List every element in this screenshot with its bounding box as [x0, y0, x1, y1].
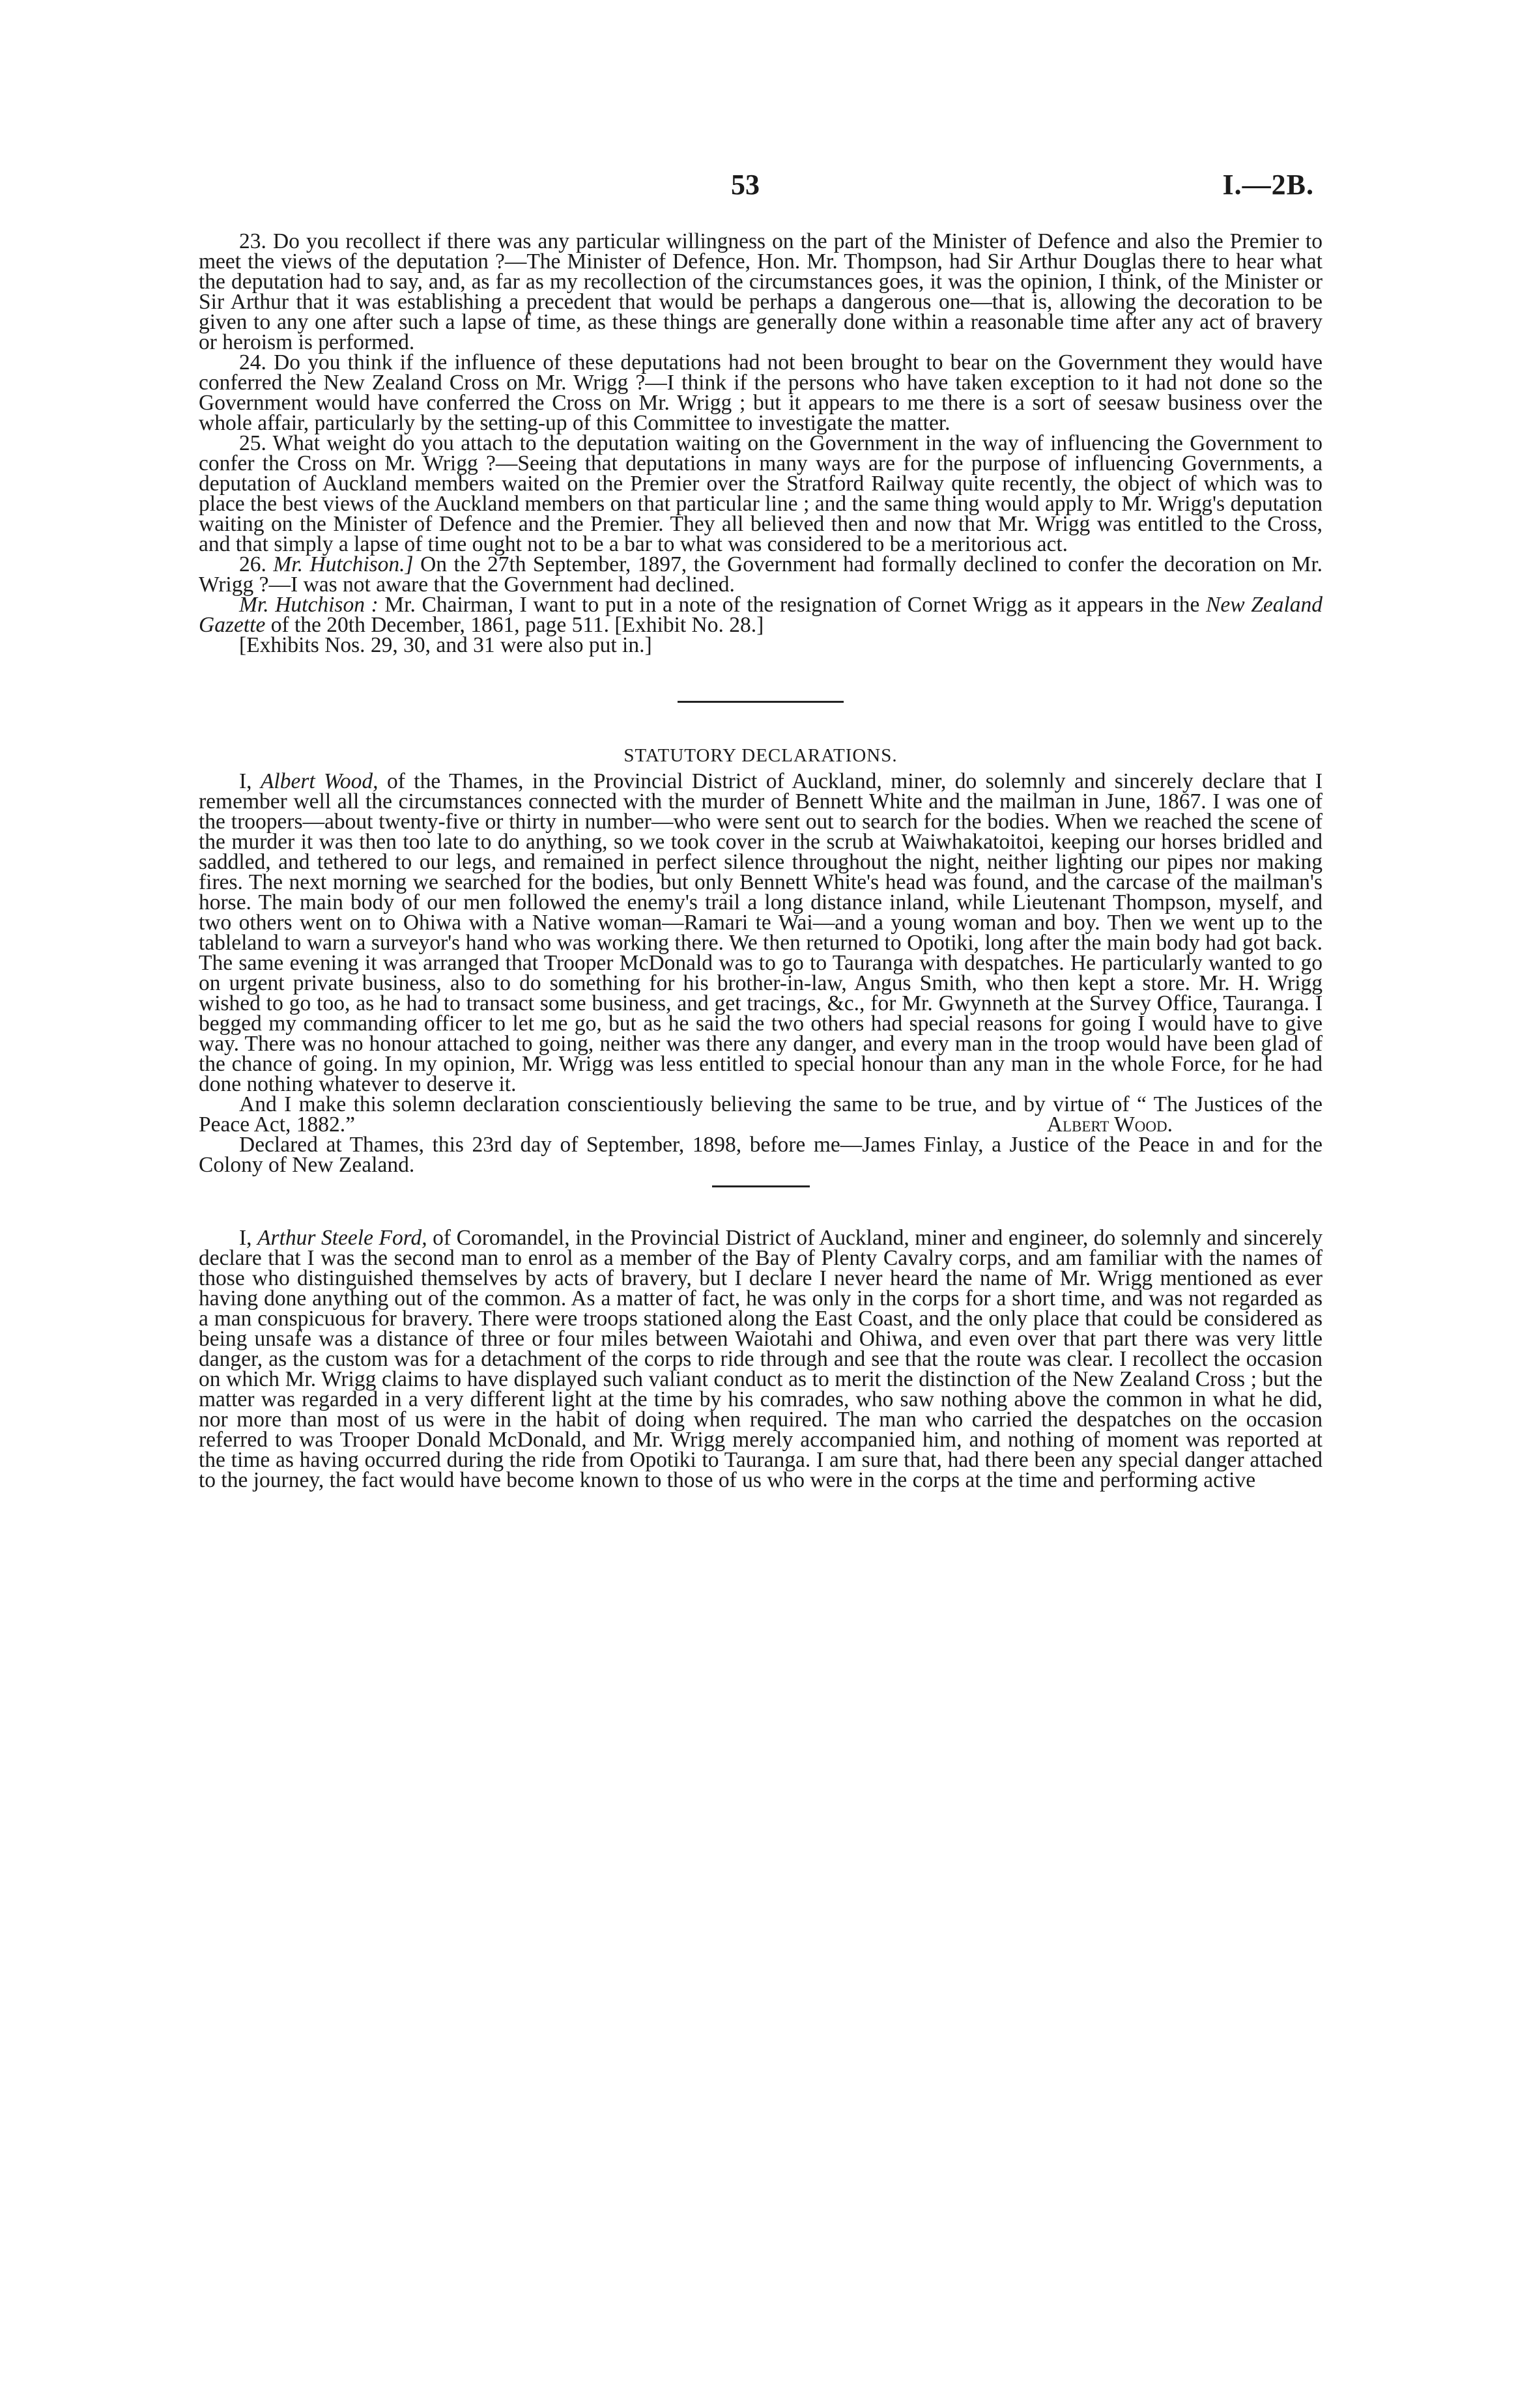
- question-text: On the 27th September, 1897, the Government had formally declined to confer the decoration on Mr. Wrigg ?—I was not aware that the Government had declined.: [199, 552, 1323, 597]
- gazette-title: New Zealand Gazette: [199, 593, 1323, 637]
- chairman-note: [199, 595, 1323, 635]
- exhibits-note: [Exhibits Nos. 29, 30, and 31 were also put in.]: [239, 633, 652, 657]
- question-number: 26.: [239, 552, 266, 576]
- declarant-name: Arthur Steele Ford,: [257, 1226, 427, 1250]
- speaker-name: Mr. Hutchison.]: [273, 552, 414, 576]
- declaration-albert-wood: [199, 771, 1323, 1094]
- declaration-text: of the Thames, in the Provincial District of Auckland, miner, do solemnly and sincerely declare that I remember well all the circumstances connected with the murder of Bennett White and the mailman in June, 1867. I was one of the troopers—about twenty-five or thirty in number—who were sent out to search for the bodies. When we reached the scene of the murder it was then too late to do anything, so we took cover in the scrub at Waiwhakatoitoi, keeping our horses bridled and saddled, and tethered to our legs, and remained in perfect silence throughout the night, neither lighting our pipes nor making fires. The next morning we searched for the bodies, but only Bennett White's head was found, and the carcase of the mailman's horse. The main body of our men followed the enemy's trail a long distance inland, while Lieutenant Thompson, myself, and two others went on to Ohiwa with a Native woman—Ramari te Wai—and a young woman and boy. Then we went up to the tableland to warn a surveyor's hand who was working there. We then returned to Opotiki, long after the main body had got back. The same evening it was arranged that Trooper McDonald was to go to Tauranga with despatches. He particularly wanted to go on urgent private business, also to do something for his brother-in-law, Angus Smith, who then kept a store. Mr. H. Wrigg wished to go too, as he had to transact some business, and get tracings, &c., for Mr. Gwynneth at the Survey Office, Tauranga. I begged my commanding officer to let me go, but as he said the two others had special reasons for going I would have to give way. There was no honour attached to going, neither was there any danger, and every man in the troop would have been glad of the chance of going. In my opinion, Mr. Wrigg was less entitled to special honour than any man in the whole Force, for he had done nothing whatever to deserve it.: [199, 769, 1323, 1096]
- question-26: [199, 554, 1323, 595]
- body-text: [199, 231, 1323, 1490]
- solemn-declaration: [199, 1094, 1323, 1135]
- declarant-name: Albert Wood,: [260, 769, 379, 793]
- section-divider: [678, 701, 844, 703]
- section-heading: STATUTORY DECLARATIONS.: [623, 745, 898, 766]
- question-23: 23. Do you recollect if there was any particular willingness on the part of the Minister of Defence and also the Premier to meet the views of the deputation ?—The Minister of Defence, Hon. Mr. Thompson, had Sir Arthur Douglas there to hear what the deputation had to say, and, as far as my recollection of the circumstances goes, it was the opinion, I think, of the Minister or Sir Arthur that it was establishing a precedent that would be perhaps a dangerous one—that is, allowing the decoration to be given to any one after such a lapse of time, as these things are generally done within a reasonable time after any act of bravery or heroism is performed.: [199, 229, 1323, 354]
- declaration-text: of Coromandel, in the Provincial District of Auckland, miner and engineer, do solemnly and sincerely declare that I was the second man to enrol as a member of the Bay of Plenty Cavalry corps, and am familiar with the names of those who distinguished themselves by acts of bravery, but I declare I never heard the name of Mr. Wrigg mentioned as ever having done anything out of the common. As a matter of fact, he was only in the corps for a short time, and was not regarded as a man conspicuous for bravery. There were troops stationed along the East Coast, and the only place that could be considered as being unsafe was a distance of three or four miles between Waiotahi and Ohiwa, and even over that part there was very little danger, as the custom was for a detachment of the corps to ride through and see that the route was clear. I recollect the occasion on which Mr. Wrigg claims to have displayed such valiant conduct as to merit the distinction of the New Zealand Cross ; but the matter was regarded in a very different light at the time by his comrades, who saw nothing above the common in what he did, nor more than most of us were in the habit of doing when required. The man who carried the despatches on the occasion referred to was Trooper Donald McDonald, and Mr. Wrigg merely accompanied him, and nothing of moment was reported at the time as having occurred during the ride from Opotiki to Tauranga. I am sure that, had there been any special danger attached to the journey, the fact would have become known to those of us who were in the corps at the time and performing active: [199, 1226, 1323, 1492]
- declared-before: Declared at Thames, this 23rd day of September, 1898, before me—James Finlay, a Justice of the Peace in and for the Colony of New Zealand.: [199, 1133, 1323, 1177]
- note-text-after: of the 20th December, 1861, page 511. [Exhibit No. 28.]: [270, 613, 764, 637]
- declaration-opening: I,: [239, 769, 252, 793]
- speaker-name: Mr. Hutchison :: [239, 593, 379, 617]
- question-24: 24. Do you think if the influence of these deputations had not been brought to bear on the Government they would have conferred the New Zealand Cross on Mr. Wrigg ?—I think if the persons who have taken exception to it had not done so the Government would have conferred the Cross on Mr. Wrigg ; but it appears to me there is a sort of seesaw business over the whole affair, particularly by the setting-up of this Committee to investigate the matter.: [199, 350, 1323, 435]
- solemn-text: And I make this solemn declaration conscientiously believing the same to be true, and by virtue of “ The Justices of the Peace Act, 1882.”: [199, 1092, 1323, 1137]
- declaration-divider: [712, 1185, 810, 1187]
- note-text-before: Mr. Chairman, I want to put in a note of the resignation of Cornet Wrigg as it appears in the: [384, 593, 1200, 617]
- document-reference: I.—2B.: [1222, 169, 1314, 201]
- signature: Albert Wood.: [1046, 1112, 1173, 1137]
- question-25: 25. What weight do you attach to the deputation waiting on the Government in the way of influencing the Government to confer the Cross on Mr. Wrigg ?—Seeing that deputations in many ways are for the purpose of influencing Governments, a deputation of Auckland members waited on the Premier over the Stratford Railway quite recently, the object of which was to place the best views of the Auckland members on that particular line ; and the same thing would apply to Mr. Wrigg's deputation waiting on the Minister of Defence and the Premier. They all believed then and now that Mr. Wrigg was entitled to the Cross, and that simply a lapse of time ought not to be a bar to what was considered to be a meritorious act.: [199, 431, 1323, 556]
- declaration-opening: I,: [239, 1226, 252, 1250]
- page-header: [0, 168, 1516, 207]
- declaration-arthur-steele-ford: [199, 1228, 1323, 1490]
- page-number: 53: [731, 169, 760, 201]
